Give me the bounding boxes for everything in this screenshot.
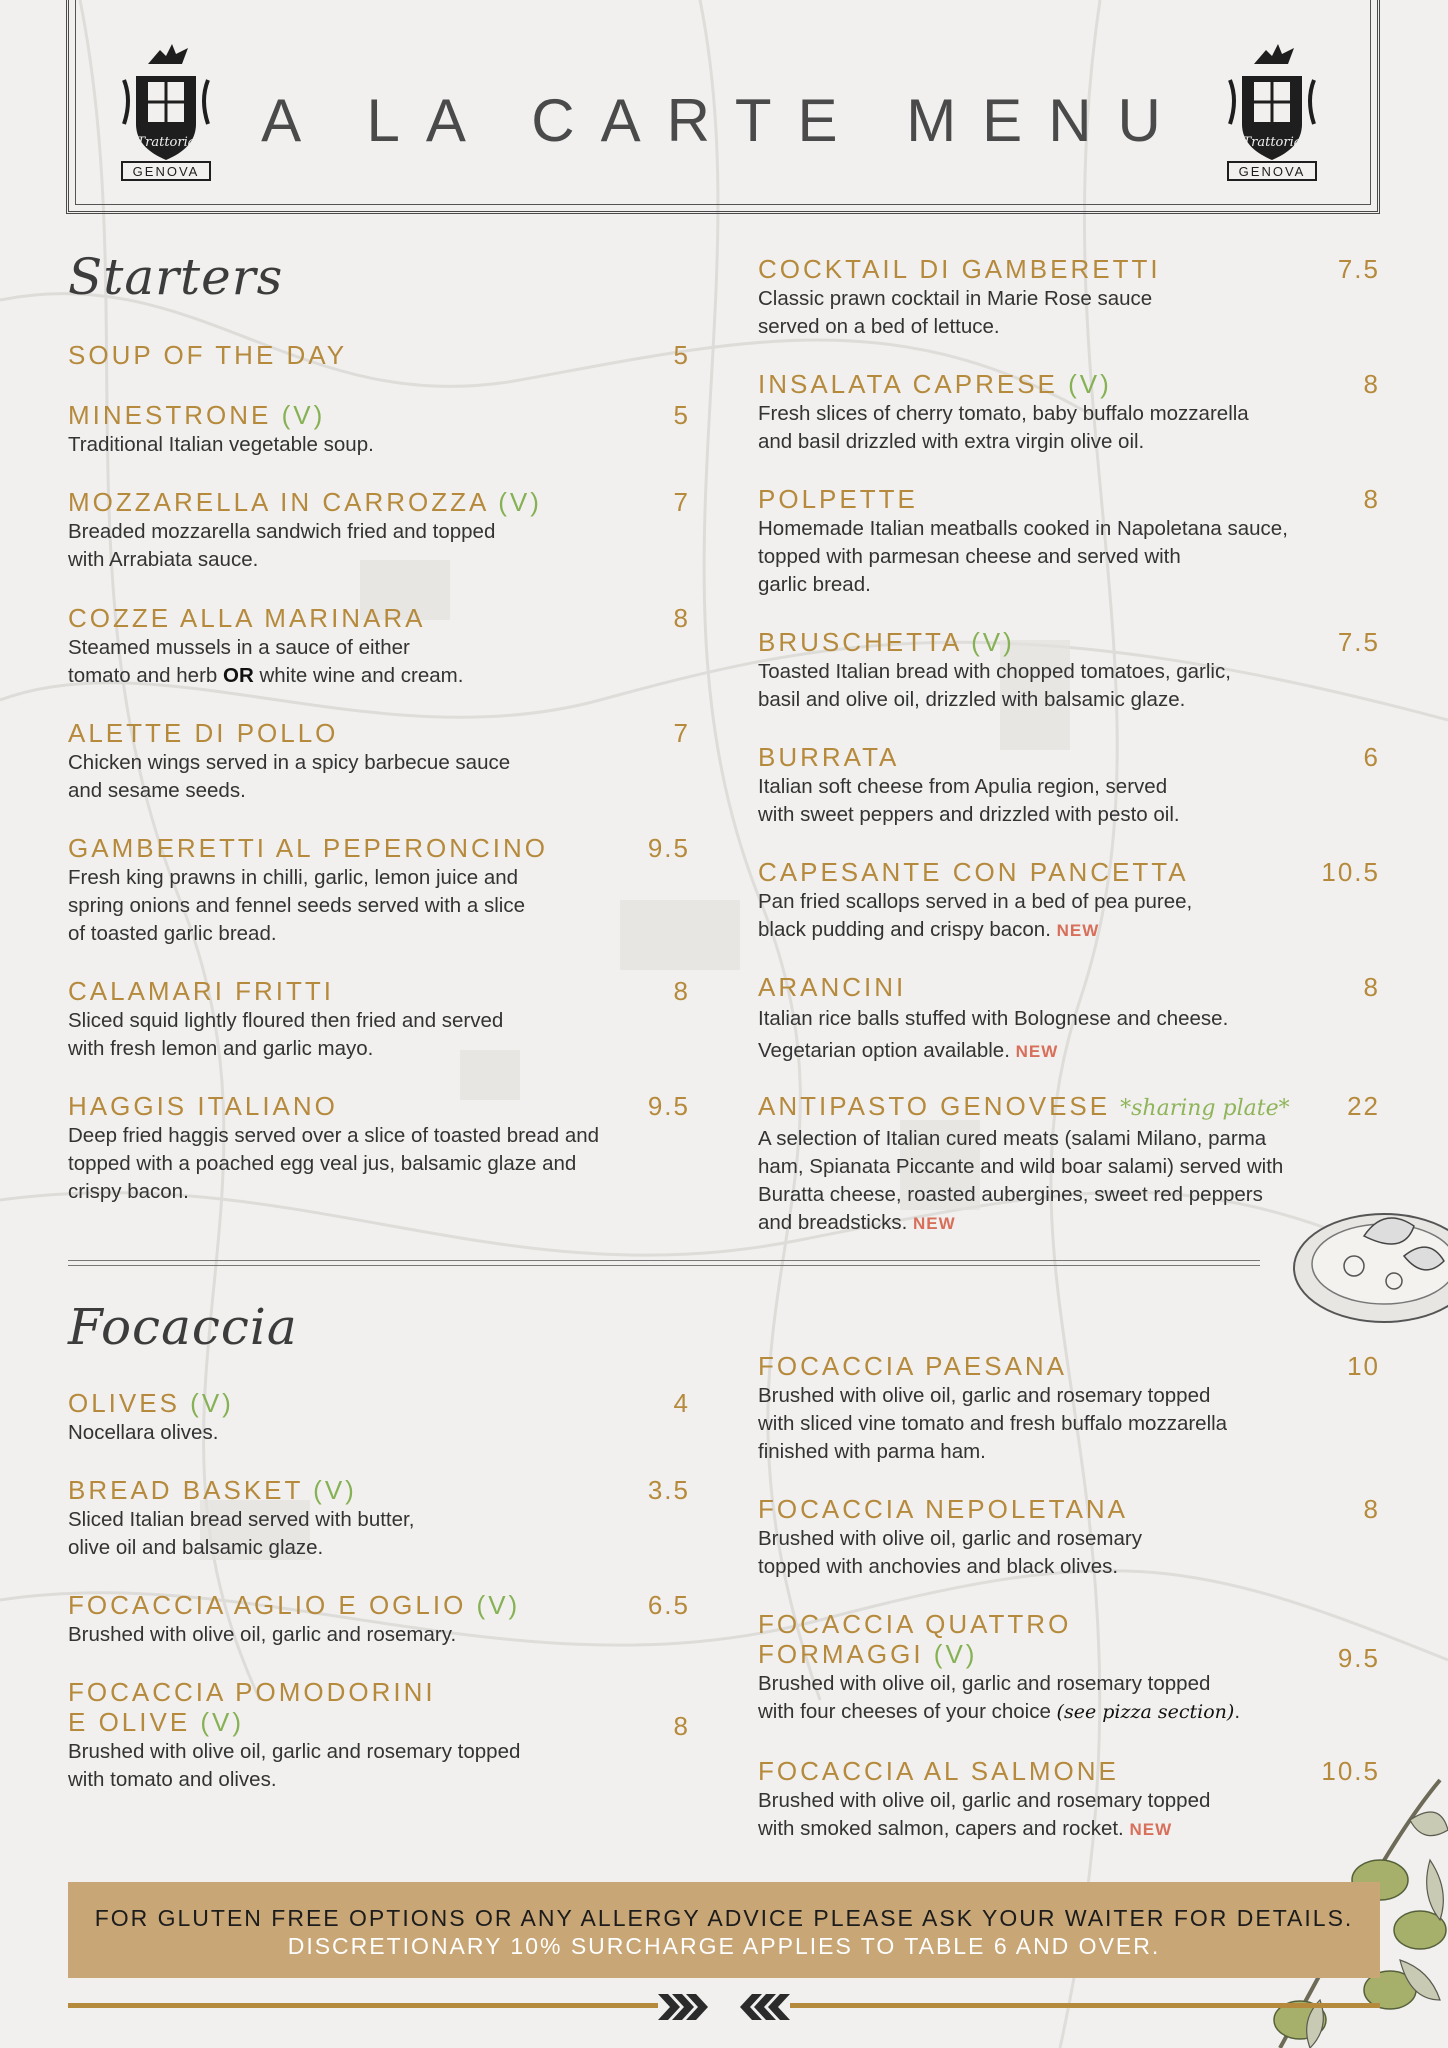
footer-rule-left <box>68 2003 658 2008</box>
item-price: 8 <box>1363 972 1380 1002</box>
menu-item <box>68 833 690 948</box>
item-name: INSALATA CAPRESE (V) <box>758 369 1112 399</box>
menu-item <box>758 254 1380 341</box>
menu-item <box>758 1351 1380 1466</box>
item-description: Brushed with olive oil, garlic and rosemary topped with sliced vine tomato and fresh buffalo mozzarella finished with parma ham. <box>758 1384 1228 1463</box>
item-price: 8 <box>673 976 690 1006</box>
menu-item <box>68 487 690 574</box>
item-description: A selection of Italian cured meats (salami Milano, parma ham, Spianata Piccante and wild boar salami) served with Buratta cheese, roasted aubergines, sweet red peppers and breadsticks. NEW <box>758 1127 1284 1234</box>
item-description: Fresh slices of cherry tomato, baby buffalo mozzarella and basil drizzled with extra virgin olive oil. <box>758 402 1249 453</box>
item-description: Fresh king prawns in chilli, garlic, lemon juice and spring onions and fennel seeds served with a slice of toasted garlic bread. <box>68 866 525 945</box>
vegetarian-mark: (V) <box>498 487 542 517</box>
menu-title: A LA CARTE MENU <box>261 87 1187 154</box>
menu-item <box>758 627 1380 714</box>
item-price: 7 <box>673 718 690 748</box>
item-description: Toasted Italian bread with chopped tomatoes, garlic, basil and olive oil, drizzled with balsamic glaze. <box>758 660 1231 711</box>
vegetarian-mark: (V) <box>313 1475 357 1505</box>
section-divider <box>68 1260 1260 1266</box>
item-name: HAGGIS ITALIANO <box>68 1091 338 1121</box>
item-name: ARANCINI <box>758 972 907 1002</box>
item-description: Brushed with olive oil, garlic and rosemary topped with smoked salmon, capers and rocket. NEW <box>758 1789 1211 1840</box>
focaccia-heading: Focaccia <box>68 1298 298 1356</box>
item-name: COZZE ALLA MARINARA <box>68 603 426 633</box>
item-name: ALETTE DI POLLO <box>68 718 339 748</box>
crest-genova-text: GENOVA <box>132 164 200 179</box>
item-price: 22 <box>1347 1091 1380 1121</box>
item-price: 5 <box>673 340 690 370</box>
item-price: 9.5 <box>647 833 690 863</box>
new-badge: NEW <box>912 1214 956 1233</box>
item-description: Italian soft cheese from Apulia region, served with sweet peppers and drizzled with pesto oil. <box>758 775 1180 826</box>
item-price: 7 <box>673 487 690 517</box>
crest-trattoria-text: Trattoria <box>136 135 196 150</box>
menu-item <box>68 1091 690 1206</box>
item-name: ANTIPASTO GENOVESE *sharing plate* <box>758 1091 1290 1121</box>
menu-item <box>758 484 1380 599</box>
item-description: Nocellara olives. <box>68 1421 219 1444</box>
item-name: BURRATA <box>758 742 900 772</box>
menu-item <box>68 603 690 690</box>
item-description: Sliced Italian bread served with butter, olive oil and balsamic glaze. <box>68 1508 415 1559</box>
item-price: 7.5 <box>1337 627 1380 657</box>
vegetarian-mark: (V) <box>933 1639 978 1669</box>
menu-item <box>758 742 1380 829</box>
item-price: 8 <box>673 603 690 633</box>
footer-rule-right <box>790 2003 1380 2008</box>
item-name: POLPETTE <box>758 484 918 514</box>
menu-item <box>758 857 1380 945</box>
vegetarian-mark: (V) <box>971 627 1015 657</box>
new-badge: NEW <box>1056 921 1100 940</box>
item-price: 8 <box>673 1711 690 1741</box>
item-price: 9.5 <box>1337 1643 1380 1673</box>
menu-item <box>758 369 1380 456</box>
item-description: Italian rice balls stuffed with Bolognese and cheese. Vegetarian option available. NEW <box>758 1007 1229 1062</box>
item-name: BRUSCHETTA (V) <box>758 627 1015 657</box>
trattoria-genova-crest-logo <box>118 36 214 182</box>
menu-item <box>68 1475 690 1562</box>
vegetarian-mark: (V) <box>281 400 326 430</box>
item-name: CALAMARI FRITTI <box>68 976 335 1006</box>
chevron-ornament-icon <box>656 1990 792 2024</box>
item-price: 3.5 <box>647 1475 690 1505</box>
item-price: 4 <box>673 1388 690 1418</box>
item-name: FOCACCIA AL SALMONE <box>758 1756 1119 1786</box>
pizza-sketch-illustration <box>1284 1196 1448 1336</box>
menu-item <box>68 400 690 459</box>
item-description: Brushed with olive oil, garlic and rosemary topped with tomato and olives. <box>68 1740 521 1791</box>
item-name: CAPESANTE CON PANCETTA <box>758 857 1189 887</box>
starters-heading: Starters <box>68 248 284 306</box>
item-name: FOCACCIA QUATTRO FORMAGGI (V) <box>758 1609 1072 1669</box>
item-name: FOCACCIA POMODORINI E OLIVE (V) <box>68 1677 436 1737</box>
vegetarian-mark: (V) <box>190 1388 234 1418</box>
item-description: Classic prawn cocktail in Marie Rose sauce served on a bed of lettuce. <box>758 287 1153 338</box>
item-price: 7.5 <box>1337 254 1380 284</box>
menu-item <box>68 1388 690 1447</box>
see-pizza-section-note: (see pizza section) <box>1056 1701 1235 1723</box>
item-description: Traditional Italian vegetable soup. <box>68 433 374 456</box>
crest-trattoria-text-right: Trattoria <box>1242 135 1302 150</box>
item-name: MINESTRONE (V) <box>68 400 326 430</box>
item-name: GAMBERETTI AL PEPERONCINO <box>68 833 549 863</box>
menu-item <box>68 976 690 1063</box>
item-description: Sliced squid lightly floured then fried and served with fresh lemon and garlic mayo. <box>68 1009 504 1060</box>
item-name: COCKTAIL DI GAMBERETTI <box>758 254 1161 284</box>
menu-item <box>68 1590 690 1649</box>
item-price: 8 <box>1363 484 1380 514</box>
item-price: 6.5 <box>647 1590 690 1620</box>
surcharge-notice-text: DISCRETIONARY 10% SURCHARGE APPLIES TO TABLE 6 AND OVER. <box>287 1933 1161 1959</box>
item-description: Brushed with olive oil, garlic and rosemary topped with four cheeses of your choice (see pizza section). <box>758 1672 1241 1723</box>
item-name: MOZZARELLA IN CARROZZA (V) <box>68 487 542 517</box>
menu-item <box>758 1609 1380 1726</box>
item-name: SOUP OF THE DAY <box>68 340 348 370</box>
menu-item <box>68 1677 690 1794</box>
allergy-notice-text: FOR GLUTEN FREE OPTIONS OR ANY ALLERGY ADVICE PLEASE ASK YOUR WAITER FOR DETAILS. <box>94 1905 1354 1931</box>
item-name: FOCACCIA AGLIO E OGLIO (V) <box>68 1590 521 1620</box>
item-price: 8 <box>1363 1494 1380 1524</box>
item-name: FOCACCIA PAESANA <box>758 1351 1068 1381</box>
item-description: Steamed mussels in a sauce of either tomato and herb OR white wine and cream. <box>68 636 464 687</box>
menu-item <box>758 972 1380 1068</box>
item-name: FOCACCIA NEPOLETANA <box>758 1494 1129 1524</box>
item-description: Homemade Italian meatballs cooked in Napoletana sauce, topped with parmesan cheese and served with garlic bread. <box>758 517 1288 596</box>
item-description: Breaded mozzarella sandwich fried and topped with Arrabiata sauce. <box>68 520 496 571</box>
vegetarian-mark: (V) <box>1068 369 1112 399</box>
item-description: Deep fried haggis served over a slice of toasted bread and topped with a poached egg veal jus, balsamic glaze and crispy bacon. <box>68 1124 600 1203</box>
item-description: Brushed with olive oil, garlic and rosemary. <box>68 1623 457 1646</box>
vegetarian-mark: (V) <box>200 1707 245 1737</box>
item-price: 6 <box>1363 742 1380 772</box>
item-description: Pan fried scallops served in a bed of pea puree, black pudding and crispy bacon. NEW <box>758 890 1193 941</box>
menu-item <box>758 1494 1380 1581</box>
sharing-plate-note: *sharing plate* <box>1120 1096 1290 1121</box>
item-name: OLIVES (V) <box>68 1388 234 1418</box>
new-badge: NEW <box>1015 1042 1059 1061</box>
menu-item <box>68 340 690 370</box>
item-price: 9.5 <box>647 1091 690 1121</box>
crest-genova-text-right: GENOVA <box>1238 164 1306 179</box>
vegetarian-mark: (V) <box>476 1590 521 1620</box>
item-price: 10.5 <box>1321 857 1380 887</box>
item-price: 5 <box>673 400 690 430</box>
item-name: BREAD BASKET (V) <box>68 1475 357 1505</box>
new-badge: NEW <box>1129 1820 1173 1839</box>
item-description: Chicken wings served in a spicy barbecue sauce and sesame seeds. <box>68 751 511 802</box>
allergy-notice-banner <box>68 1882 1380 1978</box>
trattoria-genova-crest-logo-right <box>1224 36 1320 182</box>
item-price: 10.5 <box>1321 1756 1380 1786</box>
item-description: Brushed with olive oil, garlic and rosemary topped with anchovies and black olives. <box>758 1527 1142 1578</box>
item-price: 10 <box>1347 1351 1380 1381</box>
item-price: 8 <box>1363 369 1380 399</box>
menu-item <box>68 718 690 805</box>
